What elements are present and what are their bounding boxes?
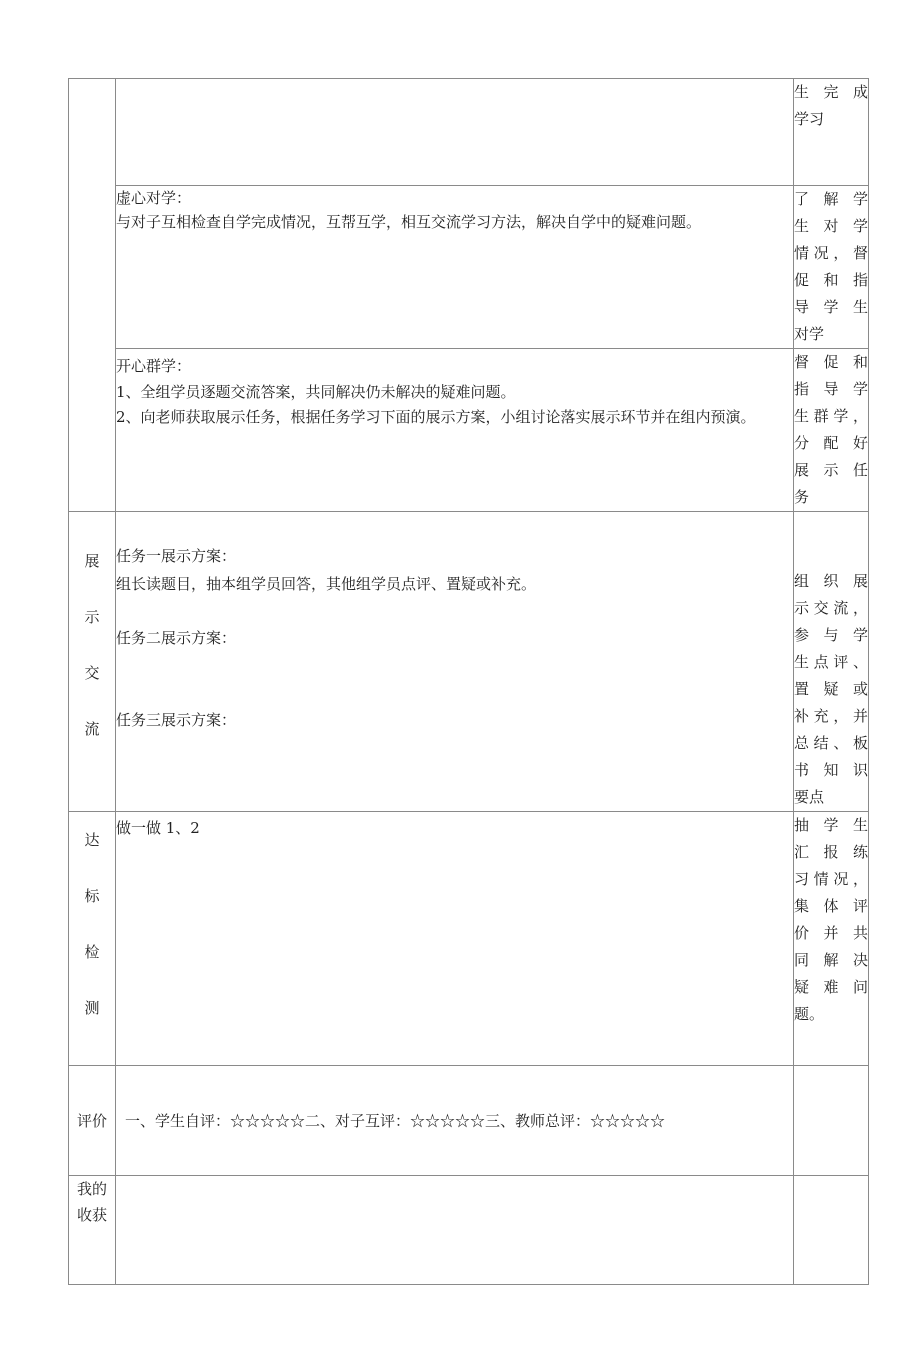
teacher-note: 了 解 学 生 对 学 情况，督 促 和 指 导 学 生 对学 bbox=[794, 186, 869, 349]
stage-cell-empty bbox=[69, 79, 116, 512]
table-row bbox=[69, 349, 869, 512]
teacher-note: 督 促 和 指 导 学 生群学， 分 配 好 展 示 任 务 bbox=[794, 349, 869, 512]
task1-title: 任务一展示方案： bbox=[116, 547, 237, 565]
stage-show-exchange: 展 示 交 流 bbox=[69, 512, 116, 812]
table-row bbox=[69, 512, 869, 812]
stage-check: 达 标 检 测 bbox=[69, 812, 116, 1066]
task1-text: 组长读题目，抽本组学员回答，其他组学员点评、置疑或补充。 bbox=[116, 575, 537, 593]
teacher-note: 组 织 展 示交流， 参 与 学 生点评、 置 疑 或 补充，并 总结、板 书 知 识 要点 bbox=[794, 512, 869, 812]
group-study-title: 开心群学： bbox=[116, 357, 192, 375]
stage-evaluate: 评价 bbox=[69, 1066, 116, 1176]
teacher-note: 生 完 成 学习 bbox=[794, 79, 869, 186]
evaluate-text: 一、学生自评：☆☆☆☆☆二、对子互评：☆☆☆☆☆三、教师总评：☆☆☆☆☆ bbox=[125, 1112, 666, 1130]
pair-study-content bbox=[116, 186, 794, 349]
teacher-note-empty bbox=[794, 1176, 869, 1285]
evaluate-content bbox=[116, 1066, 794, 1176]
group-study-item-2: 2、向老师获取展示任务，根据任务学习下面的展示方案，小组讨论落实展示环节并在组内预演。 bbox=[116, 408, 756, 426]
pair-study-text: 与对子互相检查自学完成情况，互帮互学，相互交流学习方法，解决自学中的疑难问题。 bbox=[116, 213, 702, 231]
check-content bbox=[116, 812, 794, 1066]
lesson-plan-table bbox=[68, 78, 869, 1285]
pair-study-title: 虚心对学： bbox=[116, 189, 192, 207]
group-study-content bbox=[116, 349, 794, 512]
table-row bbox=[69, 186, 869, 349]
table-row bbox=[69, 1176, 869, 1285]
content-cell-empty bbox=[116, 79, 794, 186]
table-row bbox=[69, 1066, 869, 1176]
task2-title: 任务二展示方案： bbox=[116, 629, 237, 647]
teacher-note-empty bbox=[794, 1066, 869, 1176]
harvest-content bbox=[116, 1176, 794, 1285]
table-row bbox=[69, 79, 869, 186]
teacher-note: 抽 学 生 汇 报 练 习情况， 集 体 评 价 并 共 同 解 决 疑 难 问 题。 bbox=[794, 812, 869, 1066]
group-study-item-1: 1、全组学员逐题交流答案，共同解决仍未解决的疑难问题。 bbox=[116, 383, 516, 401]
stage-harvest: 我的 收获 bbox=[69, 1176, 116, 1285]
table-row bbox=[69, 812, 869, 1066]
check-text: 做一做 1、2 bbox=[116, 819, 200, 837]
show-content bbox=[116, 512, 794, 812]
task3-title: 任务三展示方案： bbox=[116, 711, 237, 729]
